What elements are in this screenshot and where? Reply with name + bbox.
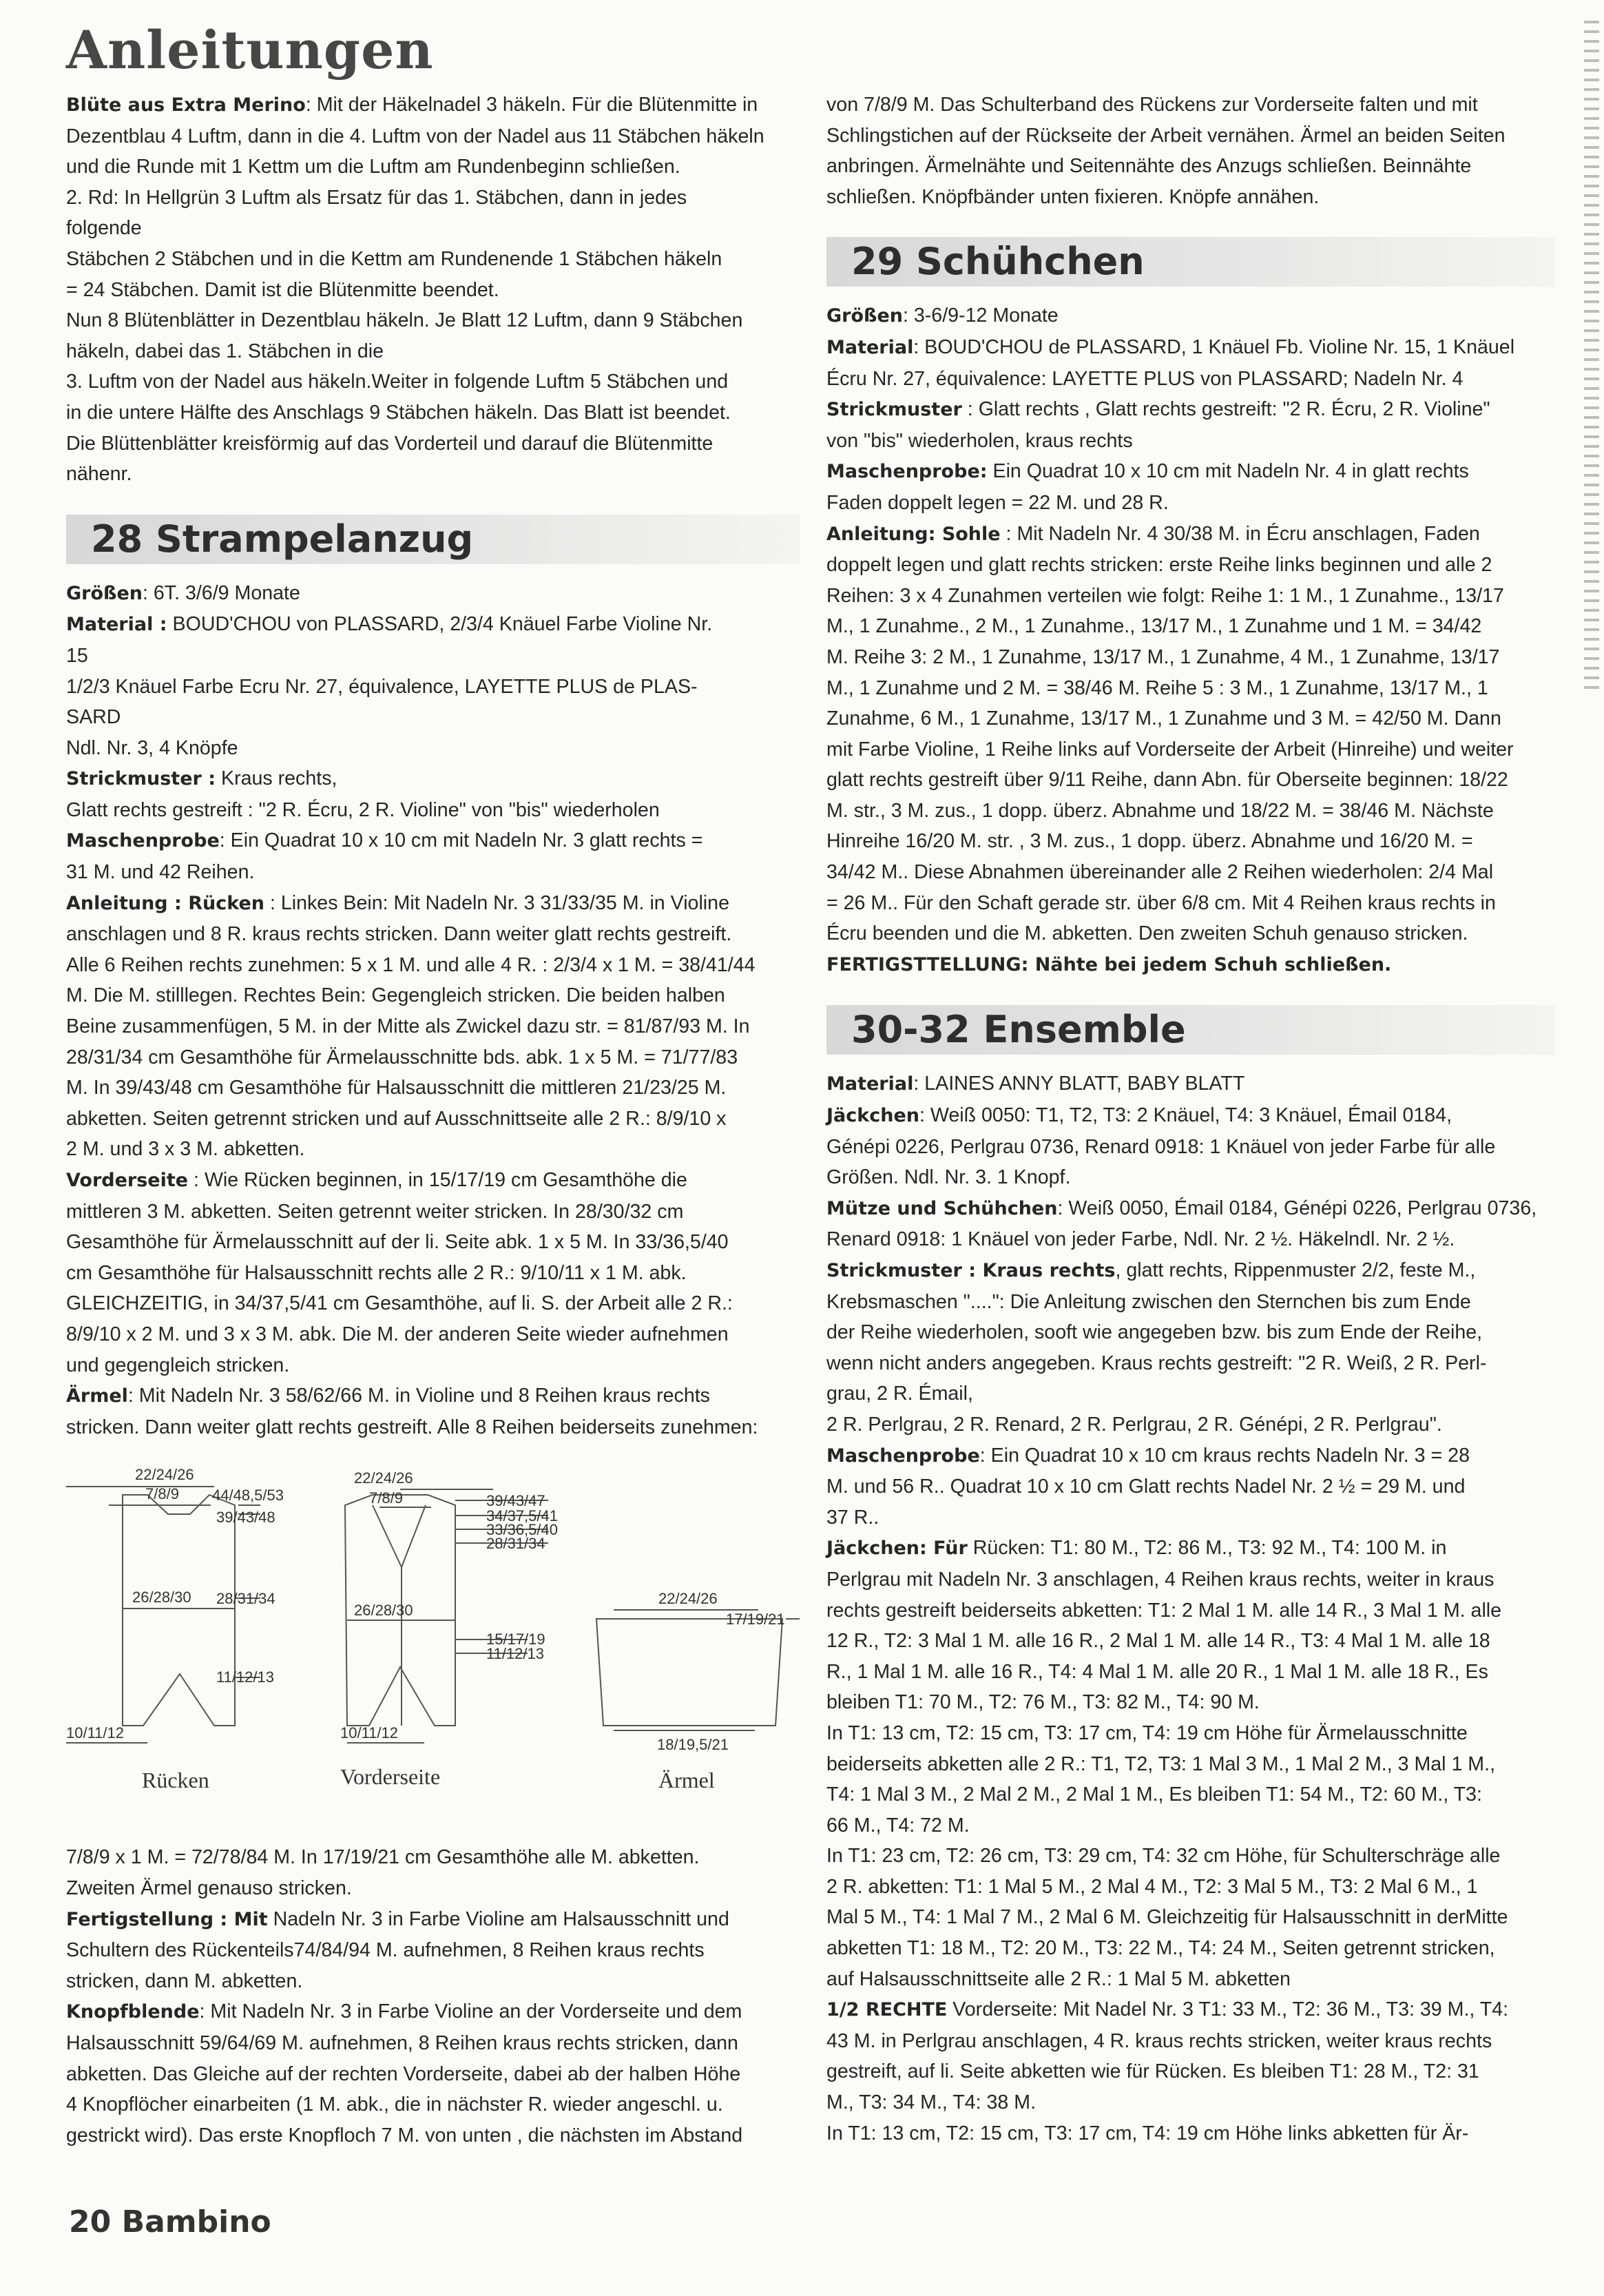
edge-mark [1584,590,1599,592]
text-line: cm Gesamthöhe für Halsausschnitt rechts alle 2 R.: 9/10/11 x 1 M. abk. [66,1261,687,1284]
right-column [826,90,1555,2149]
text-line: glatt rechts gestreift über 9/11 Reihe, dann Abn. für Oberseite beginnen: 18/22 [826,769,1508,792]
text-line: = 26 M.. Für den Schaft gerade str. über 6/8 cm. Mit 4 Reihen kraus rechts in [826,891,1496,914]
edge-marks [1584,0,1599,2296]
bold-term: Anleitung : Rücken [66,892,264,914]
intro-text [826,90,1555,212]
edge-mark [1584,69,1599,72]
edge-mark [1584,281,1599,284]
text-line: 2 M. und 3 x 3 M. abketten. [66,1138,305,1161]
text-line: Größen. Ndl. Nr. 3. 1 Knopf. [826,1166,1071,1189]
aermel-bottom-label: 18/19,5/21 [657,1736,729,1754]
text-line: wenn nicht anders angegeben. Kraus rechts gestreift: "2 R. Weiß, 2 R. Perl- [826,1352,1487,1374]
text-line: Größen: 6T. 3/6/9 Monate [66,581,300,604]
edge-mark [1584,513,1599,515]
edge-mark [1584,107,1599,110]
edge-mark [1584,397,1599,400]
text-line: Alle 6 Reihen rechts zunehmen: 5 x 1 M. und alle 4 R. : 2/3/4 x 1 M. = 38/41/44 [66,953,756,976]
text-line: und gegengleich stricken. [66,1354,290,1376]
bold-term: Größen [826,305,903,327]
edge-mark [1584,541,1599,544]
edge-mark [1584,435,1599,438]
vorderseite-caption: Vorderseite [340,1764,441,1790]
section-29-title: 29 Schühchen [826,237,1555,287]
edge-mark [1584,127,1599,130]
edge-mark [1584,50,1599,52]
text-line: Vorderseite : Wie Rücken beginnen, in 15/17/19 cm Gesamthöhe die [66,1169,687,1191]
text-line: Material : BOUD'CHOU von PLASSARD, 2/3/4 Knäuel Farbe Violine Nr. [66,613,713,636]
text-line: abketten. Das Gleiche auf der rechten Vorderseite, dabei ab der halben Höhe [66,2062,741,2085]
edge-mark [1584,464,1599,467]
text-line: In T1: 13 cm, T2: 15 cm, T3: 17 cm, T4: 19 cm Höhe für Ärmelausschnitte [826,1721,1468,1744]
text-line: Mal 5 M., T4: 1 Mal 7 M., 2 Mal 6 M. Gleichzeitig für Halsausschnitt in derMitte [826,1906,1508,1929]
aermel-caption: Ärmel [658,1768,715,1793]
edge-mark [1584,175,1599,178]
edge-mark [1584,358,1599,361]
ruecken-top-label: 22/24/26 [135,1466,194,1484]
text-line: Die Blüttenblätter kreisförmig auf das Vorderteil und darauf die Blütenmitte [66,432,714,455]
text-line: gestrickt wird). Das erste Knopfloch 7 M. von unten , die nächsten im Abstand [66,2124,743,2147]
edge-mark [1584,252,1599,255]
ruecken-r3-label: 28/31/34 [216,1590,275,1608]
edge-mark [1584,378,1599,380]
page-number: 20 [69,2204,112,2240]
text-line: Material: LAINES ANNY BLATT, BABY BLATT [826,1073,1245,1095]
text-line: auf Halsausschnittseite alle 2 R.: 1 Mal 5 M. abketten [826,1967,1291,1990]
text-line: 15 [66,644,88,667]
aermel-outline [596,1619,782,1726]
edge-mark [1584,474,1599,477]
vorderseite-r6-label: 11/12/13 [486,1645,545,1663]
edge-mark [1584,619,1599,621]
text-line: Dezentblau 4 Luftm, dann in die 4. Luftm von der Nadel aus 11 Stäbchen häkeln [66,125,764,147]
text-line: M. Reihe 3: 2 M., 1 Zunahme, 13/17 M., 1 Zunahme, 4 M., 1 Zunahme, 13/17 [826,645,1500,668]
magazine-name: Bambino [121,2204,271,2240]
bold-term: Strickmuster [826,399,962,421]
section-29-text [826,300,1555,980]
text-line: 8/9/10 x 2 M. und 3 x 3 M. abk. Die M. der anderen Seite wieder aufnehmen [66,1323,729,1345]
text-line: Strickmuster : Kraus rechts, glatt rechts, Rippenmuster 2/2, feste M., [826,1259,1476,1281]
ruecken-caption: Rücken [142,1768,209,1793]
bold-term: Knopfblende [66,2001,200,2023]
text-line: = 24 Stäbchen. Damit ist die Blütenmitte beendet. [66,278,499,301]
text-line: Stäbchen 2 Stäbchen und in die Kettm am Rundenende 1 Stäbchen häkeln [66,247,722,270]
text-line: M. Die M. stilllegen. Rechtes Bein: Gegengleich stricken. Die beiden halben [66,984,725,1007]
text-line: mit Farbe Violine, 1 Reihe links auf Vorderseite der Arbeit (Hinreihe) und weiter [826,738,1514,761]
bluete-block [66,90,800,490]
text-line: Écru Nr. 27, équivalence: LAYETTE PLUS von PLASSARD; Nadeln Nr. 4 [826,367,1464,390]
edge-mark [1584,242,1599,245]
edge-mark [1584,609,1599,612]
text-line: Anleitung : Rücken : Linkes Bein: Mit Nadeln Nr. 3 31/33/35 M. in Violine [66,891,729,914]
text-line: 1/2/3 Knäuel Farbe Ecru Nr. 27, équivalence, LAYETTE PLUS de PLAS- [66,675,698,698]
edge-mark [1584,570,1599,573]
text-line: beiderseits abketten alle 2 R.: T1, T2, T3: 1 Mal 3 M., 1 Mal 2 M., 3 Mal 1 M., [826,1752,1496,1775]
edge-mark [1584,657,1599,660]
aermel-right-label: 17/19/21 [726,1611,785,1628]
edge-mark [1584,445,1599,448]
text-line: Ärmel: Mit Nadeln Nr. 3 58/62/66 M. in Violine und 8 Reihen kraus rechts [66,1385,710,1407]
bold-term: Blüte aus Extra Merino [66,94,306,116]
text-line: Größen: 3-6/9-12 Monate [826,304,1059,327]
edge-mark [1584,667,1599,670]
pattern-diagram [66,1447,800,1832]
text-line: Knopfblende: Mit Nadeln Nr. 3 in Farbe Violine an der Vorderseite und dem [66,2000,742,2023]
text-line: 37 R.. [826,1506,879,1529]
edge-mark [1584,638,1599,641]
bold-term: Größen [66,582,143,604]
text-line: von "bis" wiederholen, kraus rechts [826,429,1133,452]
text-line: 66 M., T4: 72 M. [826,1814,970,1837]
aermel-top-label: 22/24/26 [658,1590,718,1608]
edge-mark [1584,30,1599,33]
ruecken-outline [123,1495,235,1726]
edge-mark [1584,368,1599,371]
ruecken-neck-label: 7/8/9 [145,1485,179,1503]
edge-mark [1584,156,1599,158]
edge-mark [1584,551,1599,554]
text-line: M., T3: 34 M., T4: 38 M. [826,2091,1037,2114]
vorderseite-r5-label: 15/17/19 [486,1631,545,1648]
edge-mark [1584,117,1599,120]
text-line: Fertigstellung : Mit Nadeln Nr. 3 in Farbe Violine am Halsausschnitt und [66,1907,729,1930]
ruecken-mid-label: 26/28/30 [132,1589,191,1606]
bold-term: Maschenprobe [66,830,220,852]
text-line: In T1: 13 cm, T2: 15 cm, T3: 17 cm, T4: 19 cm Höhe links abketten für Är- [826,2122,1469,2144]
bold-term: Material [826,1073,914,1095]
ruecken-r1-label: 44/48,5/53 [212,1487,284,1504]
text-line: doppelt legen und glatt rechts stricken: erste Reihe links beginnen und alle 2 [826,554,1492,577]
text-line: und die Runde mit 1 Kettm um die Luftm am Rundenbeginn schließen. [66,156,680,178]
text-line: Gesamthöhe für Ärmelausschnitt auf der li. Seite abk. 1 x 5 M. In 33/36,5/40 [66,1231,729,1254]
edge-mark [1584,291,1599,293]
edge-mark [1584,484,1599,486]
text-line: rechts gestreift beiderseits abketten: T1: 2 Mal 1 M. alle 14 R., 3 Mal 1 M. alle [826,1599,1502,1622]
text-line: In T1: 23 cm, T2: 26 cm, T3: 29 cm, T4: 32 cm Höhe, für Schulterschräge alle [826,1845,1501,1868]
edge-mark [1584,300,1599,303]
text-line: 2 R. Perlgrau, 2 R. Renard, 2 R. Perlgrau, 2 R. Génépi, 2 R. Perlgrau". [826,1413,1442,1436]
text-line: 31 M. und 42 Reihen. [66,861,255,884]
text-line: M. str., 3 M. zus., 1 dopp. überz. Abnahme und 18/22 M. = 38/46 M. Nächste [826,799,1494,822]
edge-mark [1584,214,1599,216]
bold-term: Mütze und Schühchen [826,1197,1058,1219]
text-line: Perlgrau mit Nadeln Nr. 3 anschlagen, 4 Reihen kraus rechts, weiter in kraus [826,1568,1494,1591]
edge-mark [1584,194,1599,197]
edge-mark [1584,21,1599,23]
edge-mark [1584,455,1599,457]
section-30-title: 30-32 Ensemble [826,1005,1555,1055]
bold-term: Strickmuster : [66,768,216,790]
edge-mark [1584,580,1599,583]
text-line: M., 1 Zunahme und 2 M. = 38/46 M. Reihe 5 : 3 M., 1 Zunahme, 13/17 M., 1 [826,676,1488,699]
text-line: gestreift, auf li. Seite abketten wie für Rücken. Es bleiben T1: 28 M., T2: 31 [826,2060,1479,2083]
text-line: abketten T1: 18 M., T2: 20 M., T3: 22 M., T4: 24 M., Seiten getrennt stricken, [826,1937,1495,1960]
edge-mark [1584,204,1599,207]
text-line: M. In 39/43/48 cm Gesamthöhe für Halsausschnitt die mittleren 21/23/25 M. [66,1077,727,1099]
bold-term: Fertigstellung : Mit [66,1908,268,1930]
text-line: häkeln, dabei das 1. Stäbchen in die [66,340,384,362]
edge-mark [1584,406,1599,409]
text-line: 3. Luftm von der Nadel aus häkeln.Weiter in folgende Luftm 5 Stäbchen und [66,371,729,393]
text-line: anschlagen und 8 R. kraus rechts stricken. Dann weiter glatt rechts gestreift. [66,923,732,946]
edge-mark [1584,136,1599,139]
bold-term: Maschenprobe: [826,461,988,483]
edge-mark [1584,387,1599,390]
section-30-text [826,1068,1555,2149]
edge-mark [1584,88,1599,91]
text-line: 43 M. in Perlgrau anschlagen, 4 R. kraus rechts stricken, weiter kraus rechts [826,2029,1492,2052]
bold-term: Material [826,336,914,358]
text-line: schließen. Knöpfbänder unten fixieren. Knöpfe annähen. [826,185,1320,208]
text-line: Maschenprobe: Ein Quadrat 10 x 10 cm mit Nadeln Nr. 3 glatt rechts = [66,829,703,852]
edge-mark [1584,493,1599,496]
vorderseite-top-label: 22/24/26 [354,1469,413,1487]
text-line: anbringen. Ärmelnähte und Seitennähte des Anzugs schließen. Beinnähte [826,155,1472,178]
bold-term: 1/2 RECHTE [826,1999,948,2021]
text-line: 1/2 RECHTE Vorderseite: Mit Nadel Nr. 3 T1: 33 M., T2: 36 M., T3: 39 M., T4: [826,1998,1509,2021]
edge-mark [1584,320,1599,322]
edge-mark [1584,599,1599,602]
text-line: der Reihe wiederholen, sooft wie angegeben bzw. bis zum Ende der Reihe, [826,1321,1483,1344]
text-line: abketten. Seiten getrennt stricken und auf Ausschnittseite alle 2 R.: 8/9/10 x [66,1107,727,1130]
text-line: Jäckchen: Für Rücken: T1: 80 M., T2: 86 M., T3: 92 M., T4: 100 M. in [826,1537,1447,1560]
edge-mark [1584,271,1599,274]
text-line: Maschenprobe: Ein Quadrat 10 x 10 cm mit Nadeln Nr. 4 in glatt rechts [826,460,1469,483]
text-line: Nun 8 Blütenblätter in Dezentblau häkeln. Je Blatt 12 Luftm, dann 9 Stäbchen [66,309,743,332]
edge-mark [1584,676,1599,679]
text-line: 2 R. abketten: T1: 1 Mal 5 M., 2 Mal 4 M., T2: 3 Mal 5 M., T3: 2 Mal 6 M., 1 [826,1875,1478,1898]
text-line: Schlingstichen auf der Rückseite der Arbeit vernähen. Ärmel an beiden Seiten [826,124,1506,147]
text-line: 34/42 M.. Diese Abnahmen übereinander alle 2 Reihen wiederholen: 2/4 Mal [826,861,1494,884]
edge-mark [1584,40,1599,43]
text-line: 4 Knopflöcher einarbeiten (1 M. abk., die in nächster R. wieder angeschl. u. [66,2093,723,2116]
bold-term: Material : [66,614,167,636]
text-line: GLEICHZEITIG, in 34/37,5/41 cm Gesamthöhe, auf li. S. der Arbeit alle 2 R.: [66,1292,733,1315]
text-line: stricken, dann M. abketten. [66,1969,303,1992]
text-line: nähenr. [66,463,132,486]
text-line: Génépi 0226, Perlgrau 0736, Renard 0918: 1 Knäuel von jeder Farbe für alle [826,1135,1496,1158]
vorderseite-mid-label: 26/28/30 [354,1602,413,1620]
text-line: Zunahme, 6 M., 1 Zunahme, 13/17 M., 1 Zunahme und 3 M. = 42/50 M. Dann [826,707,1501,730]
left-column [66,90,800,2151]
vorderseite-r3-label: 33/36,5/40 [486,1521,558,1539]
text-line: Beine zusammenfügen, 5 M. in der Mitte als Zwickel dazu str. = 81/87/93 M. In [66,1015,750,1038]
section-28-title: 28 Strampelanzug [66,515,800,564]
section-28-text [66,578,800,1443]
edge-mark [1584,416,1599,419]
edge-mark [1584,262,1599,265]
text-line: Strickmuster : Kraus rechts, [66,767,337,790]
bold-term: Ärmel [66,1385,128,1407]
edge-mark [1584,310,1599,313]
edge-mark [1584,426,1599,428]
text-line: mittleren 3 M. abketten. Seiten getrennt weiter stricken. In 28/30/32 cm [66,1200,684,1223]
text-line: Ndl. Nr. 3, 4 Knöpfe [66,736,238,759]
text-line: Krebsmaschen "....": Die Anleitung zwischen den Sternchen bis zum Ende [826,1290,1471,1313]
edge-mark [1584,686,1599,689]
edge-mark [1584,329,1599,332]
ruecken-bottom-label: 10/11/12 [66,1724,125,1742]
edge-mark [1584,648,1599,650]
text-line: stricken. Dann weiter glatt rechts gestreift. Alle 8 Reihen beiderseits zunehmen: [66,1416,758,1438]
edge-mark [1584,233,1599,236]
text-line: SARD [66,706,121,729]
text-line: T4: 1 Mal 3 M., 2 Mal 2 M., 2 Mal 1 M., Es bleiben T1: 54 M., T2: 60 M., T3: [826,1783,1482,1806]
edge-mark [1584,503,1599,506]
schematic-drawings [66,1447,800,1832]
vorderseite-bottom-label: 10/11/12 [340,1724,399,1742]
edge-mark [1584,561,1599,563]
edge-mark [1584,185,1599,187]
bold-term: FERTIGSTTELLUNG: Nähte bei jedem Schuh schließen. [826,953,1392,975]
text-line: M., 1 Zunahme., 2 M., 1 Zunahme., 13/17 M., 1 Zunahme und 1 M. = 34/42 [826,615,1482,638]
text-line: 7/8/9 x 1 M. = 72/78/84 M. In 17/19/21 cm Gesamthöhe alle M. abketten. [66,1846,700,1869]
edge-mark [1584,79,1599,81]
text-line: 28/31/34 cm Gesamthöhe für Ärmelausschnitte bds. abk. 1 x 5 M. = 71/77/83 [66,1046,738,1068]
text-line: 2. Rd: In Hellgrün 3 Luftm als Ersatz für das 1. Stäbchen, dann in jedes [66,186,687,209]
text-line: Hinreihe 16/20 M. str. , 3 M. zus., 1 dopp. überz. Abnahme und 16/20 M. = [826,830,1473,853]
ruecken-r2-label: 39/43/48 [216,1509,275,1527]
edge-mark [1584,522,1599,525]
text-line: Material: BOUD'CHOU de PLASSARD, 1 Knäuel Fb. Violine Nr. 15, 1 Knäuel [826,335,1515,358]
edge-mark [1584,349,1599,351]
text-line: von 7/8/9 M. Das Schulterband des Rückens zur Vorderseite falten und mit [826,94,1478,116]
bold-term: Anleitung: Sohle [826,523,1001,545]
vorderseite-r1-label: 39/43/47 [486,1492,545,1510]
page-title: Anleitungen [66,19,434,81]
text-line: 12 R., T2: 3 Mal 1 M. alle 16 R., 2 Mal 1 M. alle 14 R., T3: 4 Mal 1 M. alle 18 [826,1630,1490,1653]
bold-term: Strickmuster : Kraus rechts [826,1260,1116,1281]
text-line: Strickmuster : Glatt rechts , Glatt rechts gestreift: "2 R. Écru, 2 R. Violine" [826,398,1490,421]
edge-mark [1584,628,1599,631]
text-line: Schultern des Rückenteils74/84/94 M. aufnehmen, 8 Reihen kraus rechts [66,1939,705,1962]
edge-mark [1584,59,1599,62]
text-line: M. und 56 R.. Quadrat 10 x 10 cm Glatt rechts Nadel Nr. 2 ½ = 29 M. und [826,1476,1466,1498]
bold-term: Maschenprobe [826,1445,980,1467]
section-28-continued [66,1842,800,2151]
text-line: Anleitung: Sohle : Mit Nadeln Nr. 4 30/38 M. in Écru anschlagen, Faden [826,522,1480,545]
edge-mark [1584,165,1599,168]
edge-mark [1584,532,1599,535]
text-line: Jäckchen: Weiß 0050: T1, T2, T3: 2 Knäuel, T4: 3 Knäuel, Émail 0184, [826,1104,1452,1127]
edge-mark [1584,223,1599,226]
text-line: grau, 2 R. Émail, [826,1383,973,1405]
vorderseite-neck-label: 7/8/9 [369,1489,403,1507]
text-line: Glatt rechts gestreift : "2 R. Écru, 2 R. Violine" von "bis" wiederholen [66,798,660,821]
text-line: Maschenprobe: Ein Quadrat 10 x 10 cm kraus rechts Nadeln Nr. 3 = 28 [826,1444,1470,1467]
text-line: R., 1 Mal 1 M. alle 16 R., T4: 4 Mal 1 M. alle 20 R., 1 Mal 1 M. alle 18 R., Es [826,1660,1488,1683]
text-line: Renard 0918: 1 Knäuel von jeder Farbe, Ndl. Nr. 2 ½. Häkelndl. Nr. 2 ½. [826,1228,1455,1251]
text-line: Écru beenden und die M. abketten. Den zweiten Schuh genauso stricken. [826,922,1468,945]
vorderseite-r4-label: 28/31/34 [486,1535,545,1553]
text-line: Blüte aus Extra Merino: Mit der Häkelnadel 3 häkeln. Für die Blütenmitte in [66,94,758,116]
text-line: Reihen: 3 x 4 Zunahmen verteilen wie folgt: Reihe 1: 1 M., 1 Zunahme., 13/17 [826,584,1504,607]
text-line: Faden doppelt legen = 22 M. und 28 R. [826,491,1169,514]
bold-term: Vorderseite [66,1170,189,1191]
bold-term: Jäckchen [826,1105,919,1127]
text-line: in die untere Hälfte des Anschlags 9 Stäbchen häkeln. Das Blatt ist beendet. [66,401,731,424]
bold-term: Jäckchen: Für [826,1538,968,1560]
edge-mark [1584,146,1599,149]
page-footer [69,2204,271,2240]
ruecken-r4-label: 11/12/13 [216,1668,275,1686]
text-line [826,949,1555,981]
vorderseite-r2-label: 34/37,5/41 [486,1507,558,1525]
edge-mark [1584,98,1599,101]
text-line: Mütze und Schühchen: Weiß 0050, Émail 0184, Génépi 0226, Perlgrau 0736, [826,1197,1537,1219]
edge-mark [1584,339,1599,342]
text-line: bleiben T1: 70 M., T2: 76 M., T3: 82 M., T4: 90 M. [826,1691,1260,1714]
text-line: Zweiten Ärmel genauso stricken. [66,1876,352,1899]
text-line: folgende [66,217,142,240]
text-line: Halsausschnitt 59/64/69 M. aufnehmen, 8 Reihen kraus rechts stricken, dann [66,2031,738,2054]
